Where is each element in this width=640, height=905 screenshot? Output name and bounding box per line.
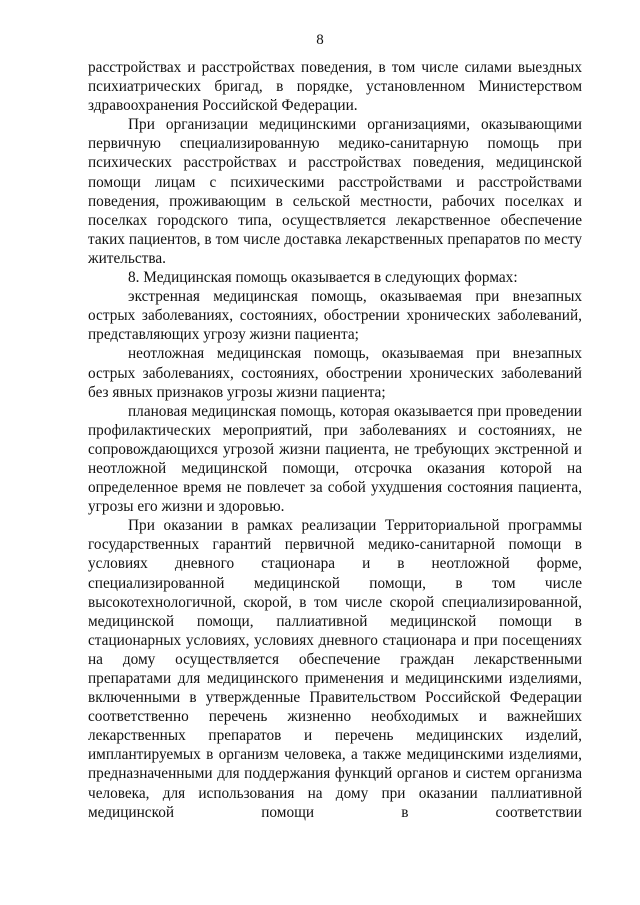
paragraph-forms-heading: 8. Медицинская помощь оказывается в следующих формах: xyxy=(128,269,518,287)
page-number: 8 xyxy=(316,32,324,48)
paragraph-emergency-care: экстренная медицинская помощь, оказываемая при внезапных острых заболеваниях, состояниях, обострении хронических заболеваний, представляющих угрозу жизни пациента; xyxy=(88,288,582,344)
paragraph-urgent-care: неотложная медицинская помощь, оказываемая при внезапных острых заболеваниях, состояниях, обострении хронических заболеваний без явных признаков угрозы жизни пациента; xyxy=(88,345,582,401)
paragraph-planned-care: плановая медицинская помощь, которая оказывается при проведении профилактических мероприятий, при заболеваниях и состояниях, не сопровождающихся угрозой жизни пациента, не требующих экстренной и неотложной медицинской помощи, отсрочка оказания которой на определенное время не повлечет за собой ухудшения состояния пациента, угрозы его жизни и здоровью. xyxy=(88,402,582,516)
document-body xyxy=(88,58,582,822)
paragraph-psychiatric-drug-supply: При организации медицинскими организациями, оказывающими первичную специализированную медико-санитарную помощь при психических расстройствах и расстройствах поведения, медицинской помощи лицам с психическими расстройствами и расстройствами поведения, проживающим в сельской местности, рабочих поселках и поселках городского типа, осуществляется лекарственное обеспечение таких пациентов, в том числе доставка лекарственных препаратов по месту жительства. xyxy=(88,116,582,267)
paragraph-continuation: расстройствах и расстройствах поведения, в том числе силами выездных психиатрических бригад, в порядке, установленном Министерством здравоохранения Российской Федерации. xyxy=(88,59,582,115)
paragraph-drug-provision: При оказании в рамках реализации Территориальной программы государственных гарантий первичной медико-санитарной помощи в условиях дневного стационара и в неотложной форме, специализированной медицинской помощи, в том числе высокотехнологичной, скорой, в том числе скорой специализированной, медицинской помощи, паллиативной медицинской помощи в стационарных условиях, условиях дневного стационара и при посещениях на дому осуществляется обеспечение граждан лекарственными препаратами для медицинского применения и медицинскими изделиями, включенными в утвержденные Правительством Российской Федерации соответственно перечень жизненно необходимых и важнейших лекарственных препаратов и перечень медицинских изделий, имплантируемых в организм человека, а также медицинскими изделиями, предназначенными для поддержания функций органов и систем организма человека, для использования на дому при оказании паллиативной медицинской помощи в соответствии xyxy=(88,517,582,821)
